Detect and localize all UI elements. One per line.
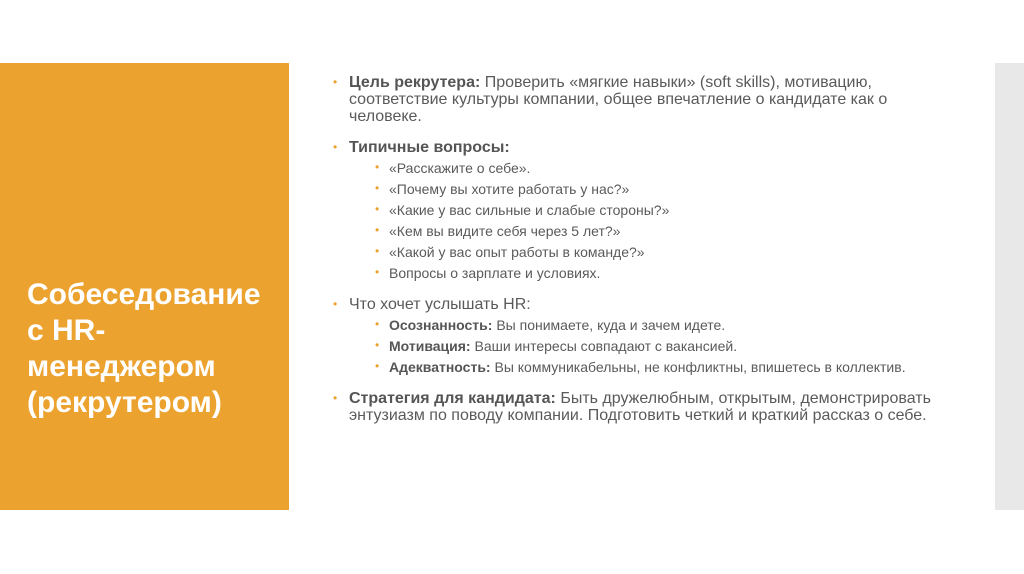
bullet-icon: • bbox=[375, 338, 380, 352]
sub-bullet-item bbox=[373, 359, 943, 376]
sub-list bbox=[349, 160, 943, 282]
bullet-icon: • bbox=[375, 244, 380, 258]
bullet-text: Что хочет услышать HR: bbox=[349, 296, 531, 313]
sub-bullet-label: Осознанность: bbox=[389, 317, 497, 333]
bullet-label: Стратегия для кандидата: bbox=[349, 390, 561, 407]
sub-list bbox=[349, 317, 943, 376]
bullet-item bbox=[333, 390, 943, 424]
sub-bullet-item bbox=[373, 317, 943, 334]
sub-bullet-item bbox=[373, 338, 943, 355]
bullet-icon: • bbox=[375, 265, 380, 279]
bullet-item bbox=[333, 74, 943, 125]
sub-bullet-text: Вопросы о зарплате и условиях. bbox=[389, 265, 601, 281]
sub-bullet-text: Вы понимаете, куда и зачем идете. bbox=[496, 317, 726, 333]
bullet-label: Типичные вопросы: bbox=[349, 139, 510, 156]
slide-title: Собеседование с HR-менеджером (рекрутером) bbox=[27, 278, 261, 419]
sub-bullet-text: «Почему вы хотите работать у нас?» bbox=[389, 181, 630, 197]
bullet-text: Быть дружелюбным, открытым, демонстрировать энтузиазм по поводу компании. Подготовить четкий и краткий рассказ о себе. bbox=[349, 390, 931, 424]
sub-bullet-item bbox=[373, 244, 943, 261]
bullet-item bbox=[333, 296, 943, 376]
bullet-icon: • bbox=[375, 317, 380, 331]
sub-bullet-item bbox=[373, 202, 943, 219]
bullet-icon: • bbox=[375, 359, 380, 373]
bullet-item bbox=[333, 139, 943, 282]
bullet-icon: • bbox=[375, 160, 380, 174]
bullet-icon: • bbox=[375, 181, 380, 195]
sub-bullet-text: «Расскажите о себе». bbox=[389, 160, 531, 176]
sub-bullet-text: Вы коммуникабельны, не конфликтны, впишетесь в коллектив. bbox=[494, 359, 906, 375]
sub-bullet-item bbox=[373, 181, 943, 198]
bullet-icon: • bbox=[375, 223, 380, 237]
bullet-label: Цель рекрутера: bbox=[349, 74, 485, 91]
sub-bullet-text: «Какой у вас опыт работы в команде?» bbox=[389, 244, 645, 260]
bullet-icon: • bbox=[375, 202, 380, 216]
bullet-icon: • bbox=[333, 75, 338, 89]
sub-bullet-label: Адекватность: bbox=[389, 359, 495, 375]
sub-bullet-item bbox=[373, 265, 943, 282]
title-panel bbox=[0, 63, 289, 510]
bullet-icon: • bbox=[333, 297, 338, 311]
bullet-text: Проверить «мягкие навыки» (soft skills), мотивацию, соответствие культуры компании, общее впечатление о кандидате как о человеке. bbox=[349, 74, 888, 125]
content-area bbox=[333, 74, 943, 438]
bullet-icon: • bbox=[333, 391, 338, 405]
sub-bullet-label: Мотивация: bbox=[389, 338, 475, 354]
sub-bullet-text: «Какие у вас сильные и слабые стороны?» bbox=[389, 202, 670, 218]
sub-bullet-item bbox=[373, 223, 943, 240]
sub-bullet-text: «Кем вы видите себя через 5 лет?» bbox=[389, 223, 621, 239]
bullet-icon: • bbox=[333, 140, 338, 154]
sub-bullet-item bbox=[373, 160, 943, 177]
sub-bullet-text: Ваши интересы совпадают с вакансией. bbox=[474, 338, 738, 354]
side-strip bbox=[995, 63, 1024, 510]
